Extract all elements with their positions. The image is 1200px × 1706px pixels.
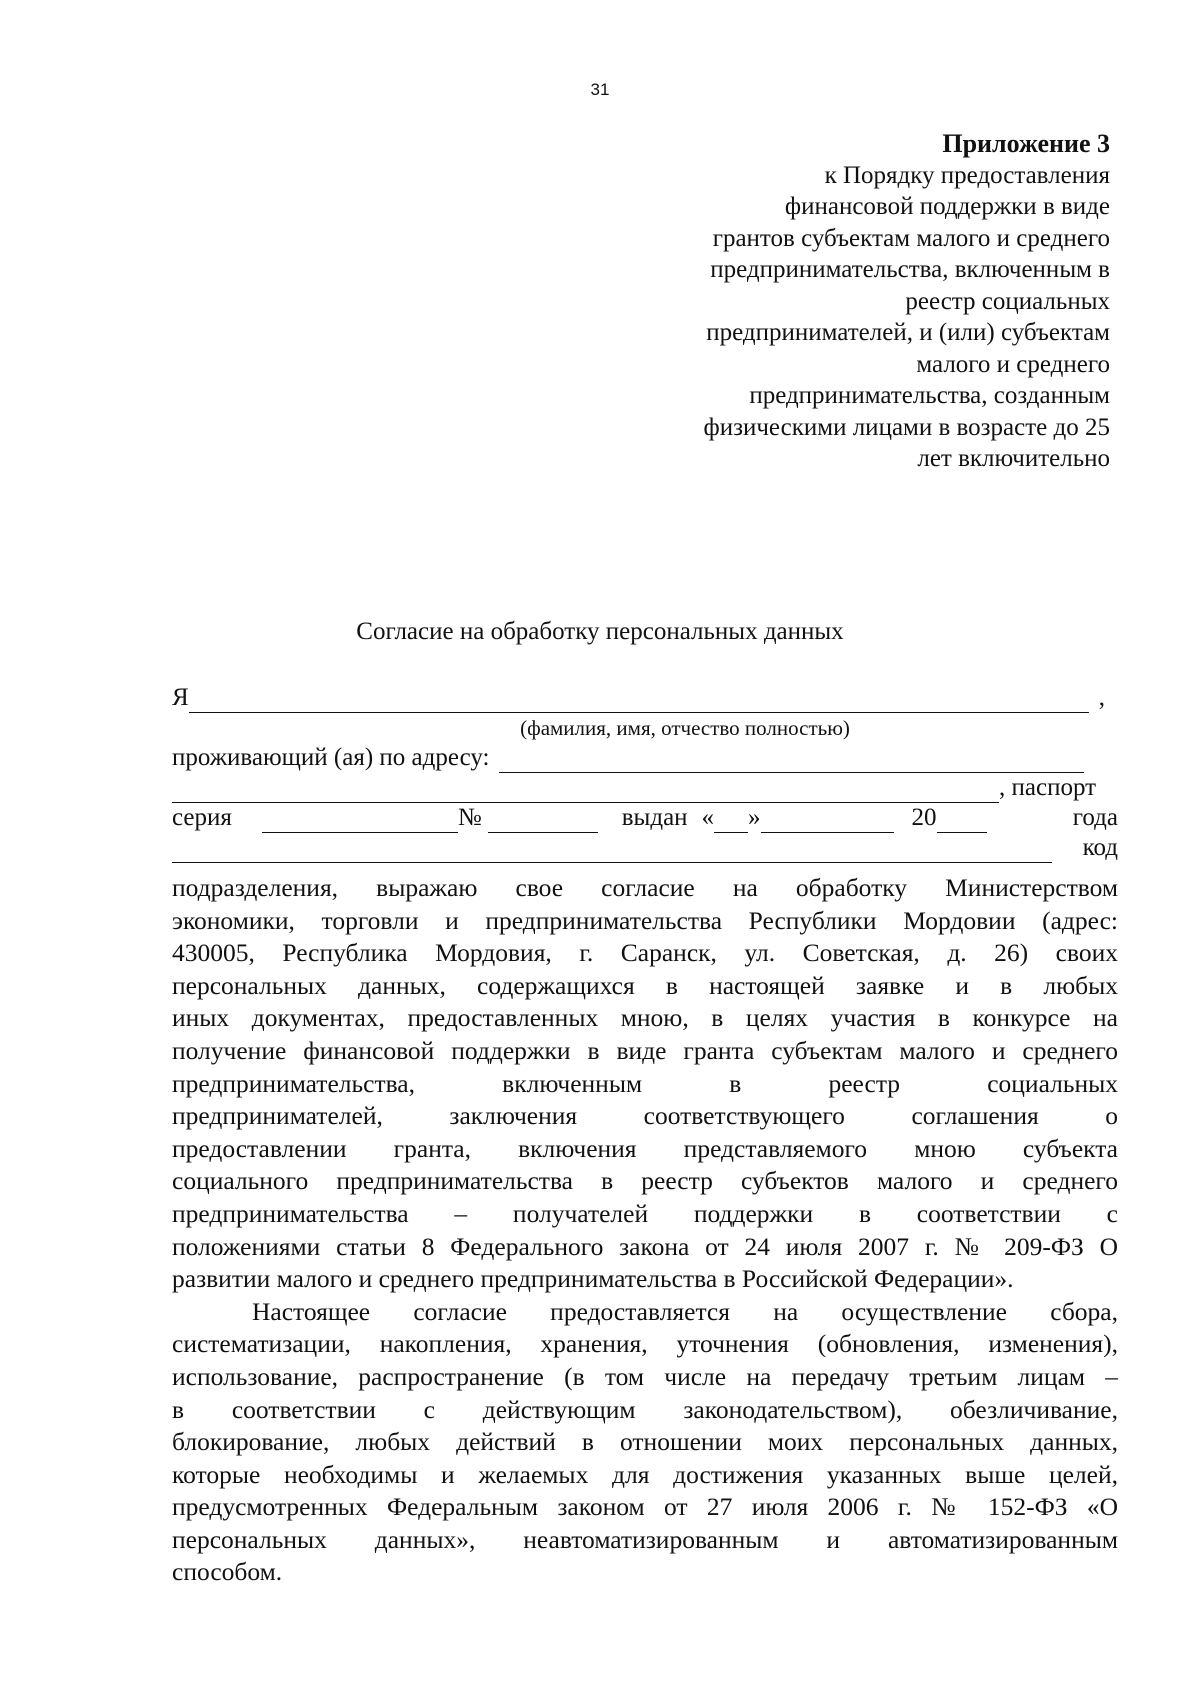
appendix-line: предпринимательства, созданным xyxy=(749,382,1110,409)
text-line: 430005, Республика Мордовия, г. Саранск, ул. Советская, д. 26) своих xyxy=(172,938,1118,968)
text-line: предпринимательства – получателей поддержки в соответствии с xyxy=(172,1198,1118,1228)
name-caption: (фамилия, имя, отчество полностью) xyxy=(520,716,850,740)
appendix-line: финансовой поддержки в виде xyxy=(784,193,1110,220)
text-line: способом. xyxy=(172,1557,283,1587)
year-label: года xyxy=(1072,804,1118,831)
consent-body xyxy=(172,872,1118,1589)
text-line: персональных данных», неавтоматизированным и автоматизированным xyxy=(172,1524,1118,1554)
number-field[interactable] xyxy=(488,810,598,833)
i-label: Я xyxy=(172,684,189,711)
appendix-line: к Порядку предоставления xyxy=(824,161,1110,189)
address-continuation-row xyxy=(172,773,1118,803)
issue-year-field[interactable] xyxy=(937,810,987,833)
appendix-line: малого и среднего xyxy=(916,350,1110,378)
quote-open: « xyxy=(701,804,715,831)
address-field[interactable] xyxy=(499,750,1084,773)
paragraph-1 xyxy=(172,872,1118,1296)
page-number: 31 xyxy=(590,80,610,99)
text-line: персональных данных, содержащихся в настоящей заявке и в любых xyxy=(172,970,1118,1000)
text-line: систематизации, накопления, хранения, уточнения (обновления, изменения), xyxy=(172,1329,1118,1359)
passport-row xyxy=(172,803,1118,833)
quote-close: » xyxy=(748,804,761,831)
text-line: предпринимателей, заключения соответствующего соглашения о xyxy=(172,1101,1118,1131)
name-row xyxy=(172,683,1118,713)
text-line: социального предпринимательства в реестр субъектов малого и среднего xyxy=(172,1166,1118,1196)
text-line: развитии малого и среднего предпринимательства в Российской Федерации». xyxy=(172,1264,1014,1294)
text-line: Настоящее согласие предоставляется на осуществление сбора, xyxy=(252,1296,1118,1326)
text-line: предусмотренных Федеральным законом от 27 июля 2006 г. № 152-ФЗ «О xyxy=(172,1492,1118,1522)
code-row xyxy=(172,833,1118,863)
text-line: которые необходимы и желаемых для достижения указанных выше целей, xyxy=(172,1459,1118,1489)
comma-label: , xyxy=(1098,684,1105,711)
text-line: использование, распространение (в том числе на передачу третьим лицам – xyxy=(172,1361,1118,1391)
text-line: получение финансовой поддержки в виде гранта субъектам малого и среднего xyxy=(172,1035,1118,1065)
issuer-field[interactable] xyxy=(172,840,1052,863)
appendix-title: Приложение 3 xyxy=(942,129,1110,158)
address-row xyxy=(172,743,1118,773)
issued-label: выдан xyxy=(621,804,688,831)
text-line: предпринимательства, включенным в реестр социальных xyxy=(172,1068,1118,1098)
consent-form xyxy=(172,683,1118,863)
passport-label: , паспорт xyxy=(999,774,1097,801)
issue-day-field[interactable] xyxy=(714,810,748,833)
paragraph-2 xyxy=(172,1296,1118,1589)
appendix-line: предпринимателей, и (или) субъектам xyxy=(706,319,1110,346)
address-label: проживающий (ая) по адресу: xyxy=(172,744,490,771)
appendix-line: предпринимательства, включенным в xyxy=(710,256,1110,283)
full-name-field[interactable] xyxy=(189,690,1089,713)
text-line: предоставлении гранта, включения представляемого мною субъекта xyxy=(172,1133,1118,1163)
text-line: блокирование, любых действий в отношении моих персональных данных, xyxy=(172,1427,1118,1457)
text-line: положениями статьи 8 Федерального закона от 24 июля 2007 г. № 209-ФЗ О xyxy=(172,1231,1118,1261)
appendix-line: грантов субъектам малого и среднего xyxy=(712,224,1110,252)
appendix-line: лет включительно xyxy=(917,445,1110,472)
series-field[interactable] xyxy=(262,810,458,833)
text-line: иных документах, предоставленных мною, в целях участия в конкурсе на xyxy=(172,1003,1118,1033)
series-label: серия xyxy=(172,804,232,831)
address-field-continued[interactable] xyxy=(172,780,999,803)
code-label: код xyxy=(1082,834,1118,861)
text-line: подразделения, выражаю свое согласие на обработку Министерством xyxy=(172,873,1118,902)
text-line: экономики, торговли и предпринимательства Республики Мордовии (адрес: xyxy=(172,905,1118,935)
year-prefix: 20 xyxy=(911,804,937,831)
text-line: в соответствии с действующим законодательством), обезличивание, xyxy=(172,1394,1118,1424)
document-title: Согласие на обработку персональных данных xyxy=(356,618,844,645)
appendix-header xyxy=(590,128,1110,475)
number-label: № xyxy=(457,804,482,831)
appendix-line: реестр социальных xyxy=(905,287,1110,315)
appendix-line: физическими лицами в возрасте до 25 xyxy=(703,413,1110,441)
issue-month-field[interactable] xyxy=(761,810,894,833)
